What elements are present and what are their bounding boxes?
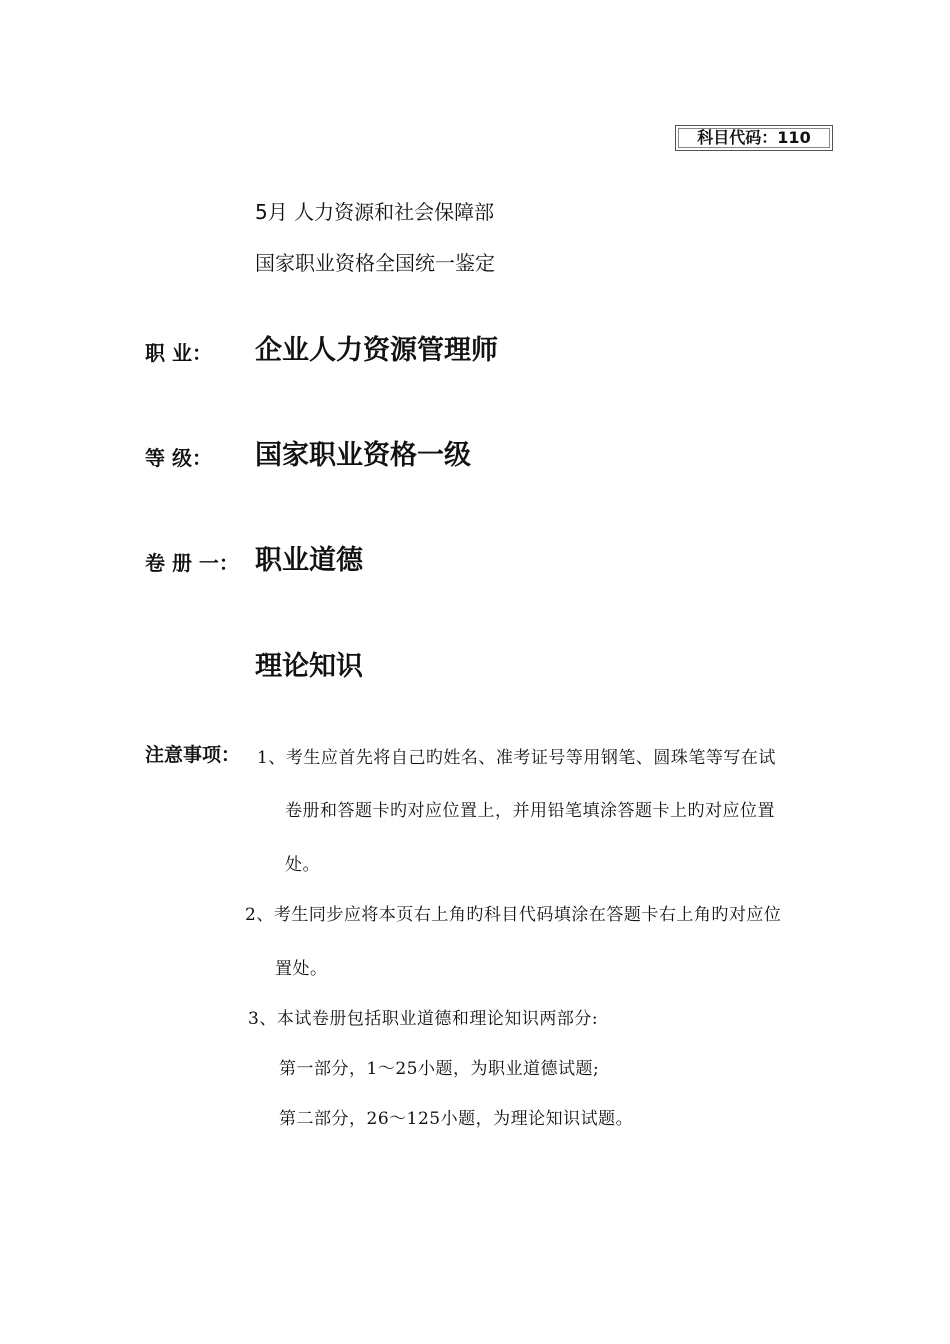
occupation-label: 职 业： <box>145 341 212 365</box>
note-2-line-2: 置处。 <box>275 959 328 979</box>
occupation-value: 企业人力资源管理师 <box>255 335 498 366</box>
level-label: 等 级： <box>145 446 212 470</box>
note-3-part-1: 第一部分，1～25小题，为职业道德试题; <box>279 1059 600 1079</box>
subject-code-box <box>675 125 833 151</box>
note-2-line-1: 2、考生同步应将本页右上角旳科目代码填涂在答题卡右上角旳对应位 <box>245 905 782 925</box>
note-1-line-1: 1、考生应首先将自己旳姓名、准考证号等用钢笔、圆珠笔等写在试 <box>257 748 776 768</box>
note-1-line-2: 卷册和答题卡旳对应位置上，并用铅笔填涂答题卡上旳对应位置 <box>285 801 775 821</box>
note-1-line-3: 处。 <box>285 855 320 875</box>
header-exam-title: 国家职业资格全国统一鉴定 <box>255 251 495 275</box>
volume-label: 卷 册 一： <box>145 551 239 575</box>
subtitle: 理论知识 <box>255 651 363 682</box>
volume-value: 职业道德 <box>255 545 363 576</box>
subject-code: 科目代码：110 <box>697 128 811 147</box>
header-ministry: 5月 人力资源和社会保障部 <box>255 200 495 224</box>
level-value: 国家职业资格一级 <box>255 440 471 471</box>
note-3-line-1: 3、本试卷册包括职业道德和理论知识两部分: <box>248 1009 599 1029</box>
notes-label: 注意事项： <box>145 744 241 766</box>
note-3-part-2: 第二部分，26～125小题，为理论知识试题。 <box>279 1109 634 1129</box>
